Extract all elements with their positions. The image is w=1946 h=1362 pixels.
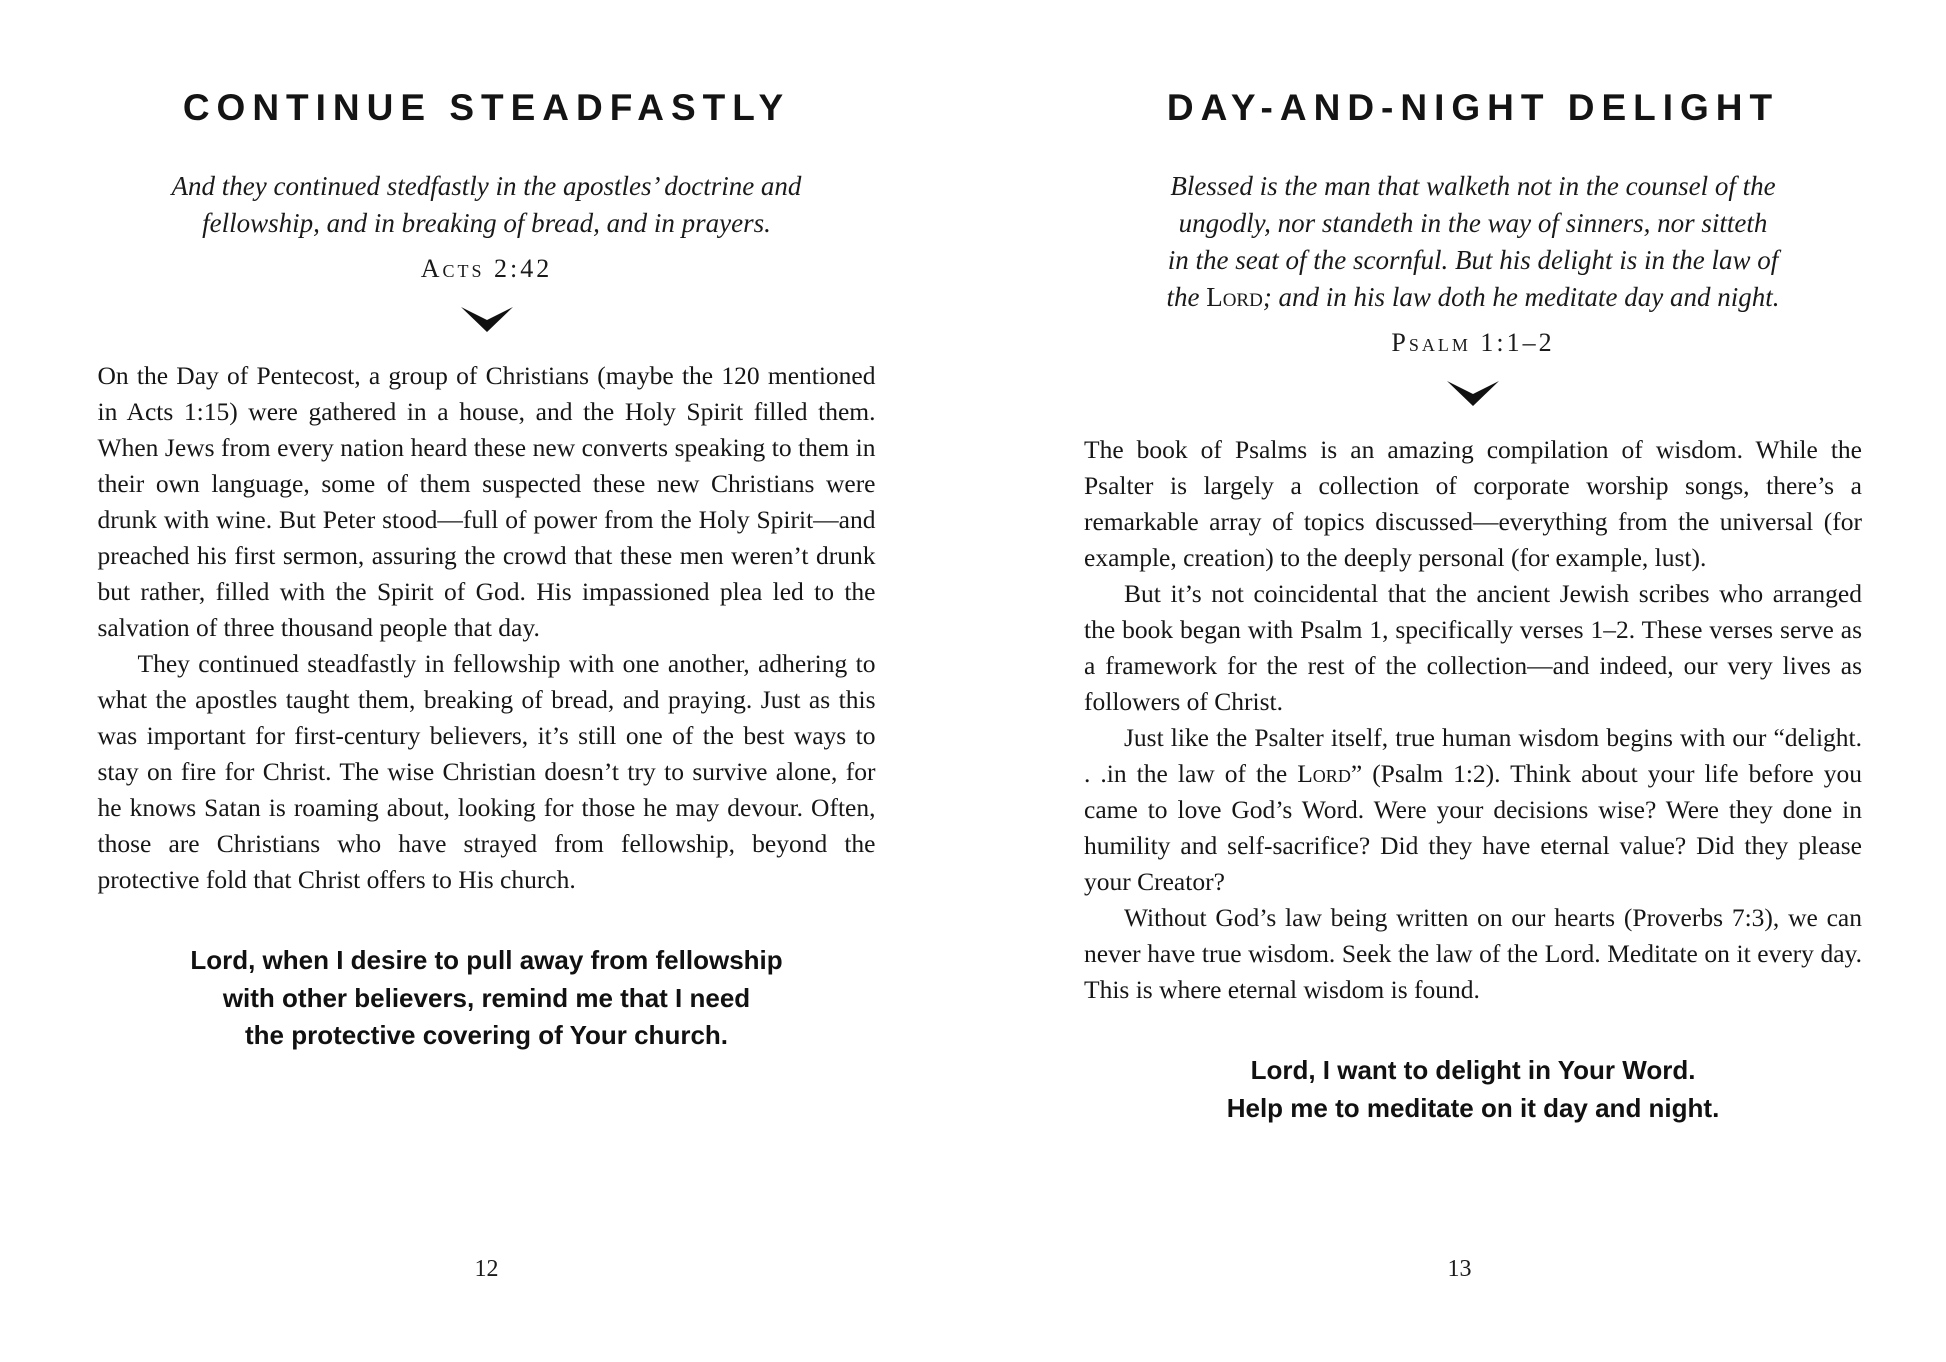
scripture-citation: Psalm 1:1–2 — [1391, 328, 1555, 357]
prayer-line: the protective covering of Your church. — [244, 1020, 729, 1050]
paragraph: Just like the Psalter itself, true human wisdom begins with our “delight. . .in the law of the Lord” (Psalm 1:2). Think about your life before you came to love God’s Word. Were your decisions wise? Were they done in humility and self-sacrifice? Did they have eternal value? Did they please your Creator? — [1084, 723, 1862, 896]
devotional-body — [1084, 432, 1862, 1008]
page-title: CONTINUE STEADFASTLY — [182, 87, 791, 128]
page-left-content — [98, 0, 876, 1055]
epigraph-line: in the seat of the scornful. But his delight is in the law of — [1167, 245, 1779, 275]
small-caps-lord: Lord — [1297, 759, 1351, 788]
page-number: 12 — [474, 1256, 499, 1282]
epigraph-line: fellowship, and in breaking of bread, and in prayers. — [202, 208, 771, 238]
devotional-body — [98, 358, 876, 898]
paragraph: The book of Psalms is an amazing compilation of wisdom. While the Psalter is largely a collection of corporate worship songs, there’s a remarkable array of topics discussed—everything from the universal (for example, creation) to the deeply personal (for example, lust). — [1084, 435, 1862, 572]
scripture-citation: Acts 2:42 — [420, 254, 553, 283]
prayer-line: Lord, I want to delight in Your Word. — [1250, 1055, 1696, 1085]
page-right-content — [1084, 0, 1862, 1127]
page-right — [973, 0, 1946, 1362]
epigraph — [98, 168, 876, 242]
page-title: DAY-AND-NIGHT DELIGHT — [1166, 87, 1780, 128]
section-divider — [1084, 378, 1862, 404]
page-number: 13 — [1447, 1256, 1472, 1282]
prayer — [1084, 1052, 1862, 1127]
chevron-down-icon — [461, 304, 513, 332]
chevron-down-icon — [1447, 378, 1499, 406]
prayer-line: Help me to meditate on it day and night. — [1226, 1092, 1720, 1123]
epigraph-line: ungodly, nor standeth in the way of sinners, nor sitteth — [1178, 208, 1768, 238]
prayer-line: with other believers, remind me that I need — [222, 982, 751, 1013]
paragraph: Without God’s law being written on our hearts (Proverbs 7:3), we can never have true wisdom. Seek the law of the Lord. Meditate on it every day. This is where eternal wisdom is found. — [1084, 903, 1862, 1004]
prayer-line: Lord, when I desire to pull away from fellowship — [190, 945, 783, 975]
epigraph — [1084, 168, 1862, 316]
epigraph-line: the Lord; and in his law doth he meditate day and night. — [1166, 282, 1780, 312]
paragraph: But it’s not coincidental that the ancient Jewish scribes who arranged the book began with Psalm 1, specifically verses 1–2. These verses serve as a framework for the rest of the collection—and indeed, our very lives as followers of Christ. — [1084, 579, 1862, 716]
prayer — [98, 942, 876, 1055]
epigraph-line: Blessed is the man that walketh not in the counsel of the — [1170, 171, 1776, 201]
section-divider — [98, 304, 876, 330]
paragraph: On the Day of Pentecost, a group of Christians (maybe the 120 mentioned in Acts 1:15) were gathered in a house, and the Holy Spirit filled them. When Jews from every nation heard these new converts speaking to them in their own language, some of them suspected these new Christians were drunk with wine. But Peter stood—full of power from the Holy Spirit—and preached his first sermon, assuring the crowd that these men weren’t drunk but rather, filled with the Spirit of God. His impassioned plea led to the salvation of three thousand people that day. — [97, 361, 876, 642]
paragraph: They continued steadfastly in fellowship with one another, adhering to what the apostles taught them, breaking of bread, and praying. Just as this was important for first-century believers, it’s still one of the best ways to stay on fire for Christ. The wise Christian doesn’t try to survive alone, for he knows Satan is roaming about, looking for those he may devour. Often, those are Christians who have strayed from fellowship, beyond the protective fold that Christ offers to His church. — [97, 649, 876, 894]
small-caps-lord: Lord — [1206, 282, 1263, 312]
epigraph-line: And they continued stedfastly in the apostles’ doctrine and — [171, 171, 802, 201]
